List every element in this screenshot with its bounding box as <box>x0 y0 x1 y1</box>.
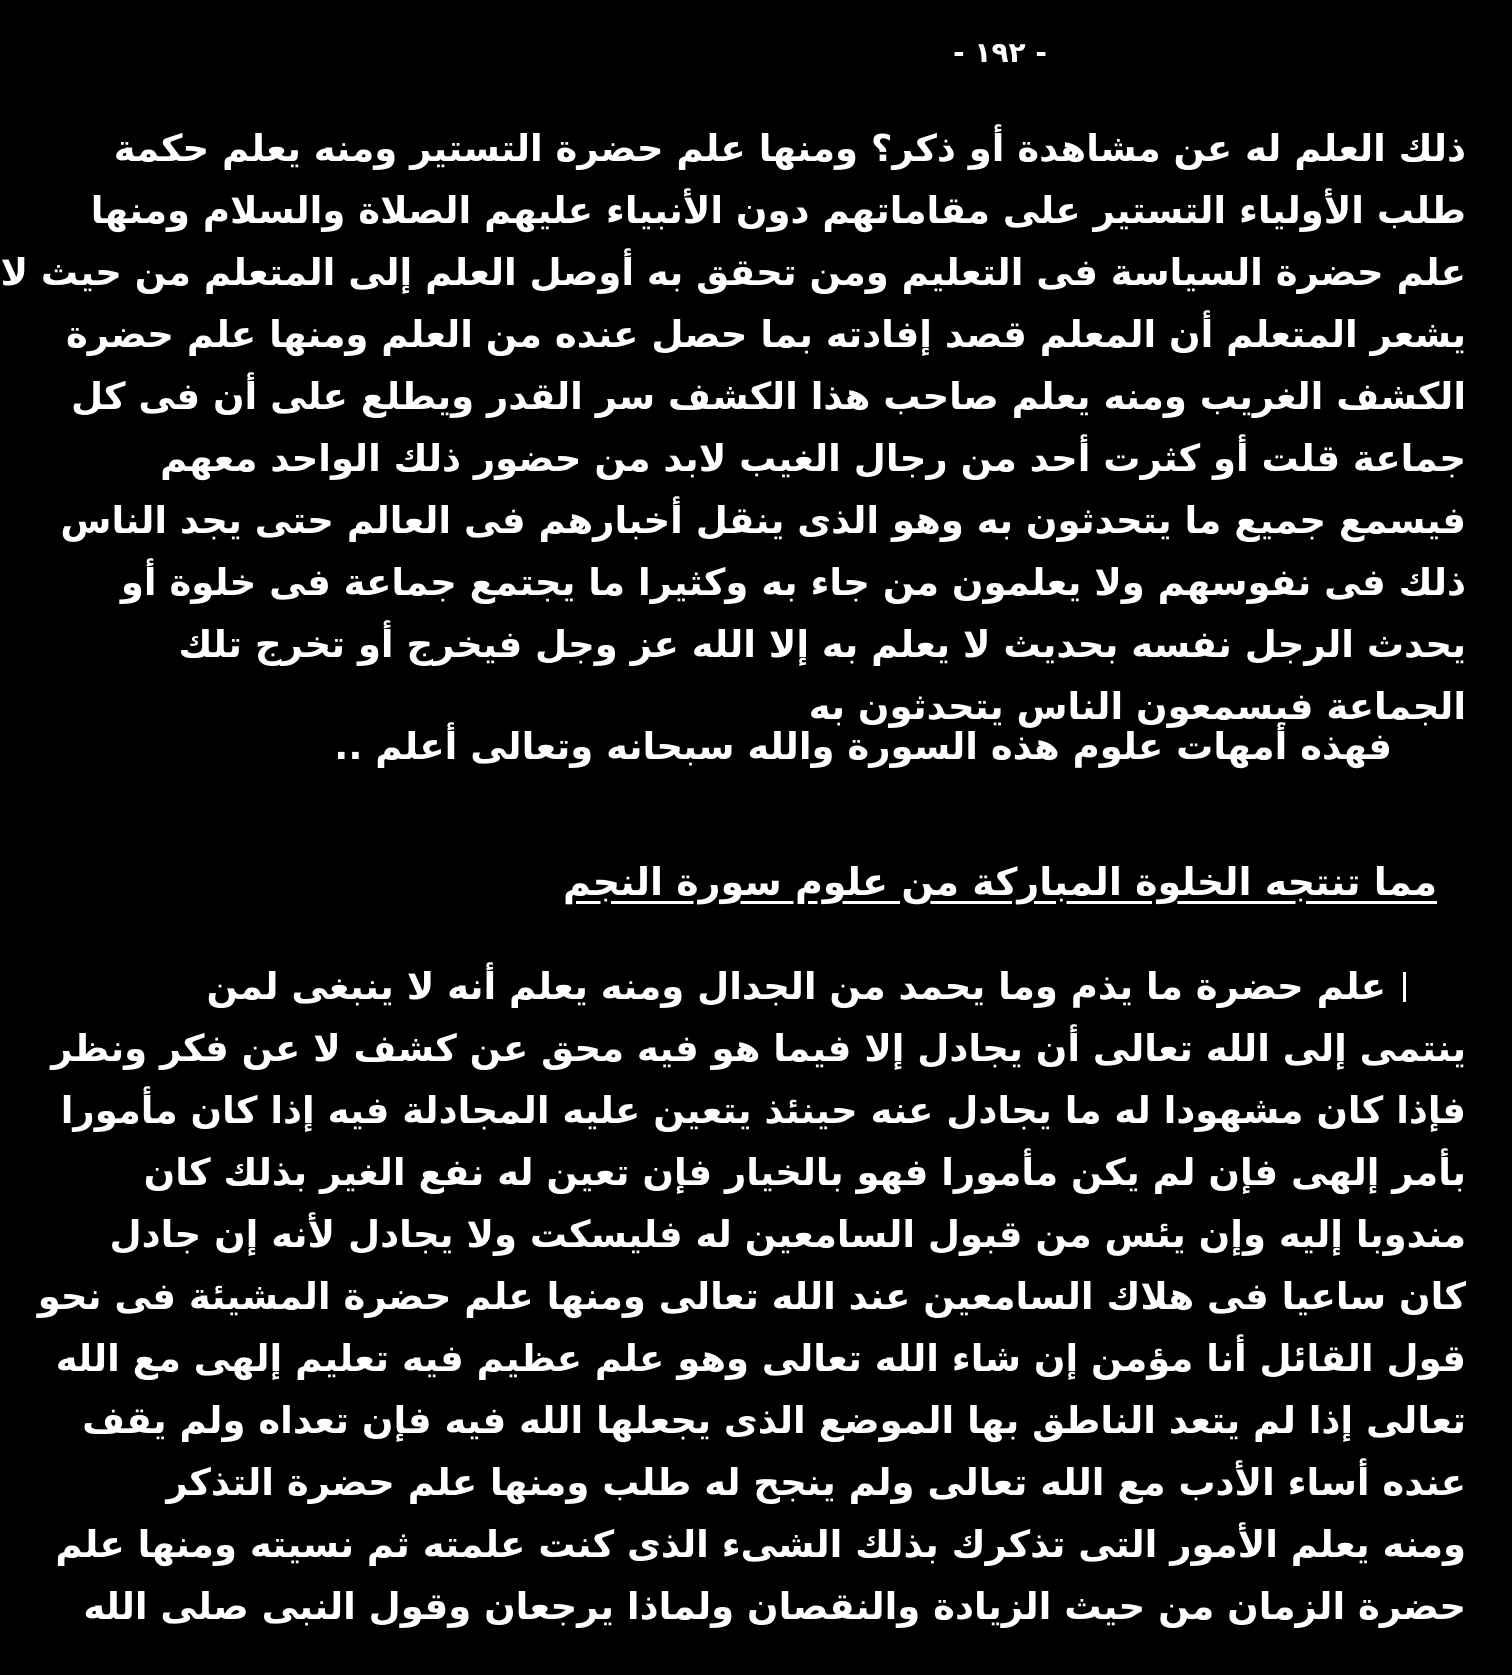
text-line: تعالى إذا لم يتعد الناطق بها الموضع الذى يجعلها الله فيه فإن تعداه ولم يقف <box>82 1399 1466 1442</box>
text-line: ذلك فى نفوسهم ولا يعلمون من جاء به وكثيرا ما يجتمع جماعة فى خلوة أو <box>120 561 1466 604</box>
text-line: مندوبا إليه وإن يئس من قبول السامعين له فليسكت ولا يجادل لأنه إن جادل <box>109 1213 1466 1256</box>
text-line: الكشف الغريب ومنه يعلم صاحب هذا الكشف سر القدر ويطلع على أن فى كل <box>70 375 1466 418</box>
text-line: كان ساعيا فى هلاك السامعين عند الله تعالى ومنها علم حضرة المشيئة فى نحو <box>37 1275 1466 1318</box>
page-number: - ١٩٢ - <box>952 36 1048 69</box>
paragraph-1 <box>0 118 1466 738</box>
text-line: فيسمع جميع ما يتحدثون به وهو الذى ينقل أخبارهم فى العالم حتى يجد الناس <box>60 499 1466 542</box>
text-line: الجماعة فيسمعون الناس يتحدثون به <box>808 685 1466 728</box>
text-line: ذلك العلم له عن مشاهدة أو ذكر؟ ومنها علم حضرة التستير ومنه يعلم حكمة <box>113 127 1466 170</box>
text-line: علم حضرة السياسة فى التعليم ومن تحقق به أوصل العلم إلى المتعلم من حيث لا <box>0 251 1466 294</box>
text-line: يحدث الرجل نفسه بحديث لا يعلم به إلا الله عز وجل فيخرج أو تخرج تلك <box>178 623 1466 666</box>
text-line: جماعة قلت أو كثرت أحد من رجال الغيب لابد من حضور ذلك الواحد معهم <box>160 437 1466 480</box>
text-line: حضرة الزمان من حيث الزيادة والنقصان ولماذا يرجعان وقول النبى صلى الله <box>83 1585 1466 1628</box>
paragraph-2 <box>37 956 1466 1638</box>
text-line: طلب الأولياء التستير على مقاماتهم دون الأنبياء عليهم الصلاة والسلام ومنها <box>90 189 1466 232</box>
text-line: فإذا كان مشهودا له ما يجادل عنه حينئذ يتعين عليه المجادلة فيه إذا كان مأمورا <box>60 1089 1466 1132</box>
text-line: قول القائل أنا مؤمن إن شاء الله تعالى وهو علم عظيم فيه تعليم إلهى مع الله <box>55 1337 1466 1380</box>
text-line: ينتمى إلى الله تعالى أن يجادل إلا فيما هو فيه محق عن كشف لا عن فكر ونظر <box>51 1027 1466 1070</box>
text-line: يشعر المتعلم أن المعلم قصد إفادته بما حصل عنده من العلم ومنها علم حضرة <box>65 313 1466 356</box>
text-line: علم حضرة ما يذم وما يحمد من الجدال ومنه يعلم أنه لا ينبغى لمن <box>206 965 1386 1008</box>
text-line: ومنه يعلم الأمور التى تذكرك بذلك الشىء الذى كنت علمته ثم نسيته ومنها علم <box>55 1523 1466 1566</box>
text-line: عنده أساء الأدب مع الله تعالى ولم ينجح له طلب ومنها علم حضرة التذكر <box>166 1461 1466 1504</box>
text-line: بأمر إلهى فإن لم يكن مأمورا فهو بالخيار فإن تعين له نفع الغير بذلك كان <box>143 1151 1466 1194</box>
closing-line: فهذه أمهات علوم هذه السورة والله سبحانه وتعالى أعلم .. <box>334 725 1392 768</box>
section-heading: مما تنتجه الخلوة المباركة من علوم سورة النجم <box>563 860 1437 904</box>
